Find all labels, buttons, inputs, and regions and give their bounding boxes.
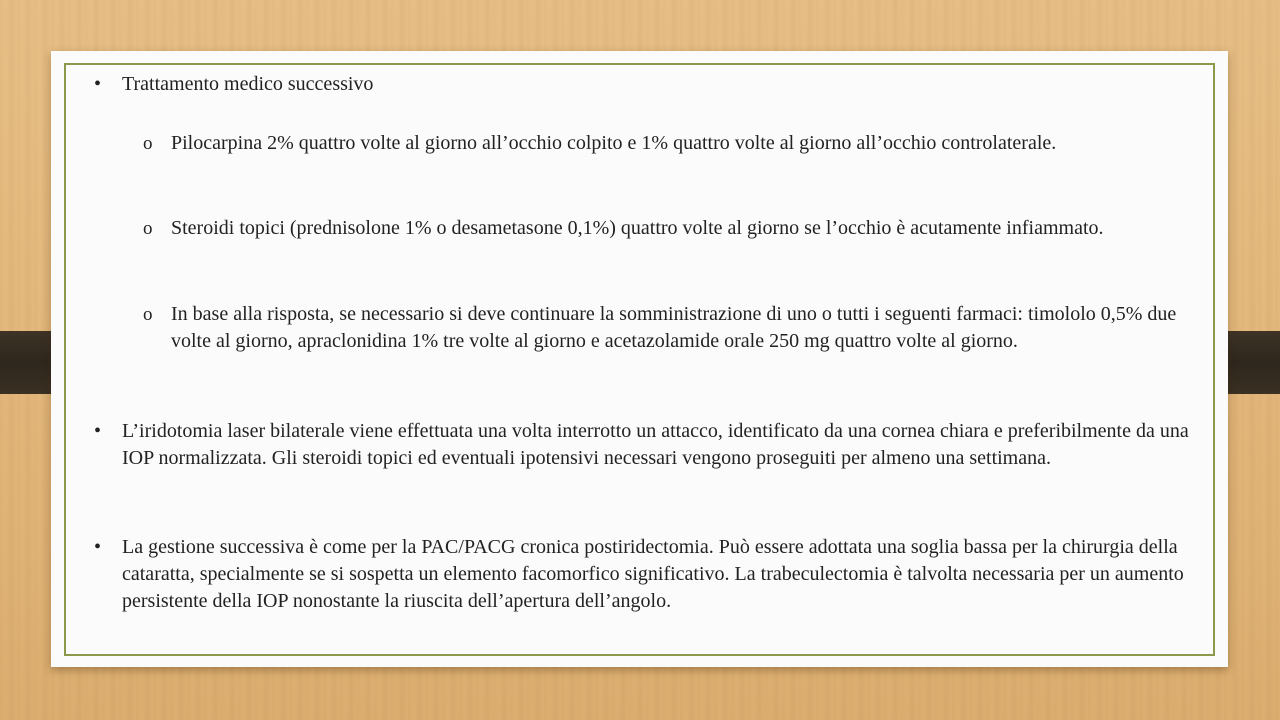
sub-bullet-text: In base alla risposta, se necessario si deve continuare la somministrazione di uno o tutti i seguenti farmaci: timololo 0,5% due volte al giorno, apraclonidina 1% tre volte al giorno e acetazolamide orale 250 mg quattro volte al giorno. — [171, 303, 1177, 352]
sub-bullet-marker: o — [143, 304, 153, 325]
sub-bullet-marker: o — [143, 133, 153, 154]
bullet-text: L’iridotomia laser bilaterale viene effettuata una volta interrotto un attacco, identificato da una cornea chiara e preferibilmente da una IOP normalizzata. Gli steroidi topici ed eventuali ipotensivi necessari vengono proseguiti per almeno una settimana. — [122, 420, 1189, 469]
bullet-marker: • — [94, 420, 102, 442]
bullet-item-1 — [94, 71, 1192, 98]
bullet-text: La gestione successiva è come per la PAC/PACG cronica postiridectomia. Può essere adottata una soglia bassa per la chirurgia della cataratta, specialmente se si sospetta un elemento facomorfico significativo. La trabeculectomia è talvolta necessaria per un aumento persistente della IOP nonostante la riuscita dell’apertura dell’angolo. — [122, 536, 1184, 612]
bullet-item-2 — [94, 418, 1192, 472]
sub-bullet-item-3 — [143, 301, 1196, 355]
bullet-marker: • — [94, 73, 102, 95]
sub-bullet-item-1 — [143, 130, 1196, 157]
bullet-marker: • — [94, 536, 102, 558]
sub-bullet-item-2 — [143, 215, 1196, 242]
sub-bullet-marker: o — [143, 218, 153, 239]
sub-bullet-text: Steroidi topici (prednisolone 1% o desametasone 0,1%) quattro volte al giorno se l’occhio è acutamente infiammato. — [171, 217, 1104, 239]
bullet-text: Trattamento medico successivo — [122, 73, 374, 95]
bullet-item-3 — [94, 534, 1192, 615]
sub-bullet-text: Pilocarpina 2% quattro volte al giorno all’occhio colpito e 1% quattro volte al giorno all’occhio controlaterale. — [171, 132, 1057, 154]
